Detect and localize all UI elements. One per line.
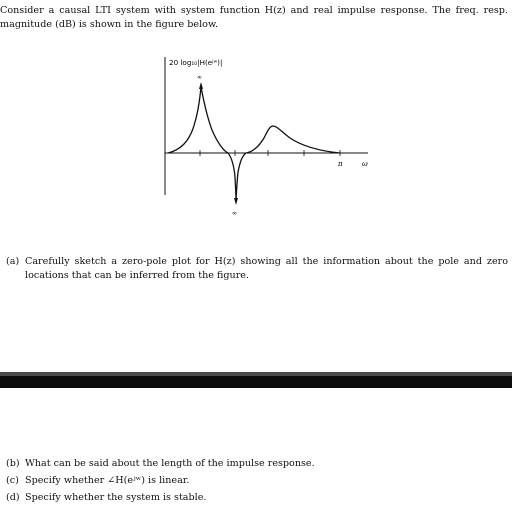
intro-line-2: magnitude (dB) is shown in the figure below. [0, 18, 219, 30]
peak-infinity-label: ∞ [197, 74, 202, 81]
page-divider [0, 376, 512, 388]
notch-arrow-icon [234, 198, 238, 205]
x-axis-label: ω [362, 160, 368, 168]
question-b-text: What can be said about the length of the impulse response. [25, 458, 315, 469]
peak-arrow-icon [199, 82, 203, 89]
question-c-label: (c) [6, 475, 19, 486]
question-c [6, 474, 189, 487]
y-axis-label: 20 log₁₀|H(eʲʷ)| [169, 58, 223, 67]
intro-line-1: Consider a causal LTI system with system function H(z) and real impulse response. The freq. resp. [0, 5, 508, 16]
question-d-text: Specify whether the system is stable. [25, 492, 207, 503]
question-a [6, 255, 508, 282]
magnitude-plot [150, 52, 390, 232]
question-a-line-1: Carefully sketch a zero-pole plot for H(z) showing all the information about the pole and zero [25, 256, 508, 267]
question-a-line-2: locations that can be inferred from the figure. [25, 269, 250, 281]
question-d [6, 491, 206, 504]
problem-intro [0, 4, 512, 31]
pi-tick-label: π [338, 160, 343, 168]
question-d-label: (d) [6, 492, 20, 503]
notch-infinity-label: ∞ [232, 210, 237, 217]
question-b-label: (b) [6, 458, 20, 469]
magnitude-curve [168, 87, 340, 200]
magnitude-response-figure [150, 52, 390, 232]
question-a-label: (a) [6, 256, 20, 267]
question-c-text: Specify whether ∠H(eʲʷ) is linear. [25, 475, 190, 486]
question-b [6, 457, 315, 470]
